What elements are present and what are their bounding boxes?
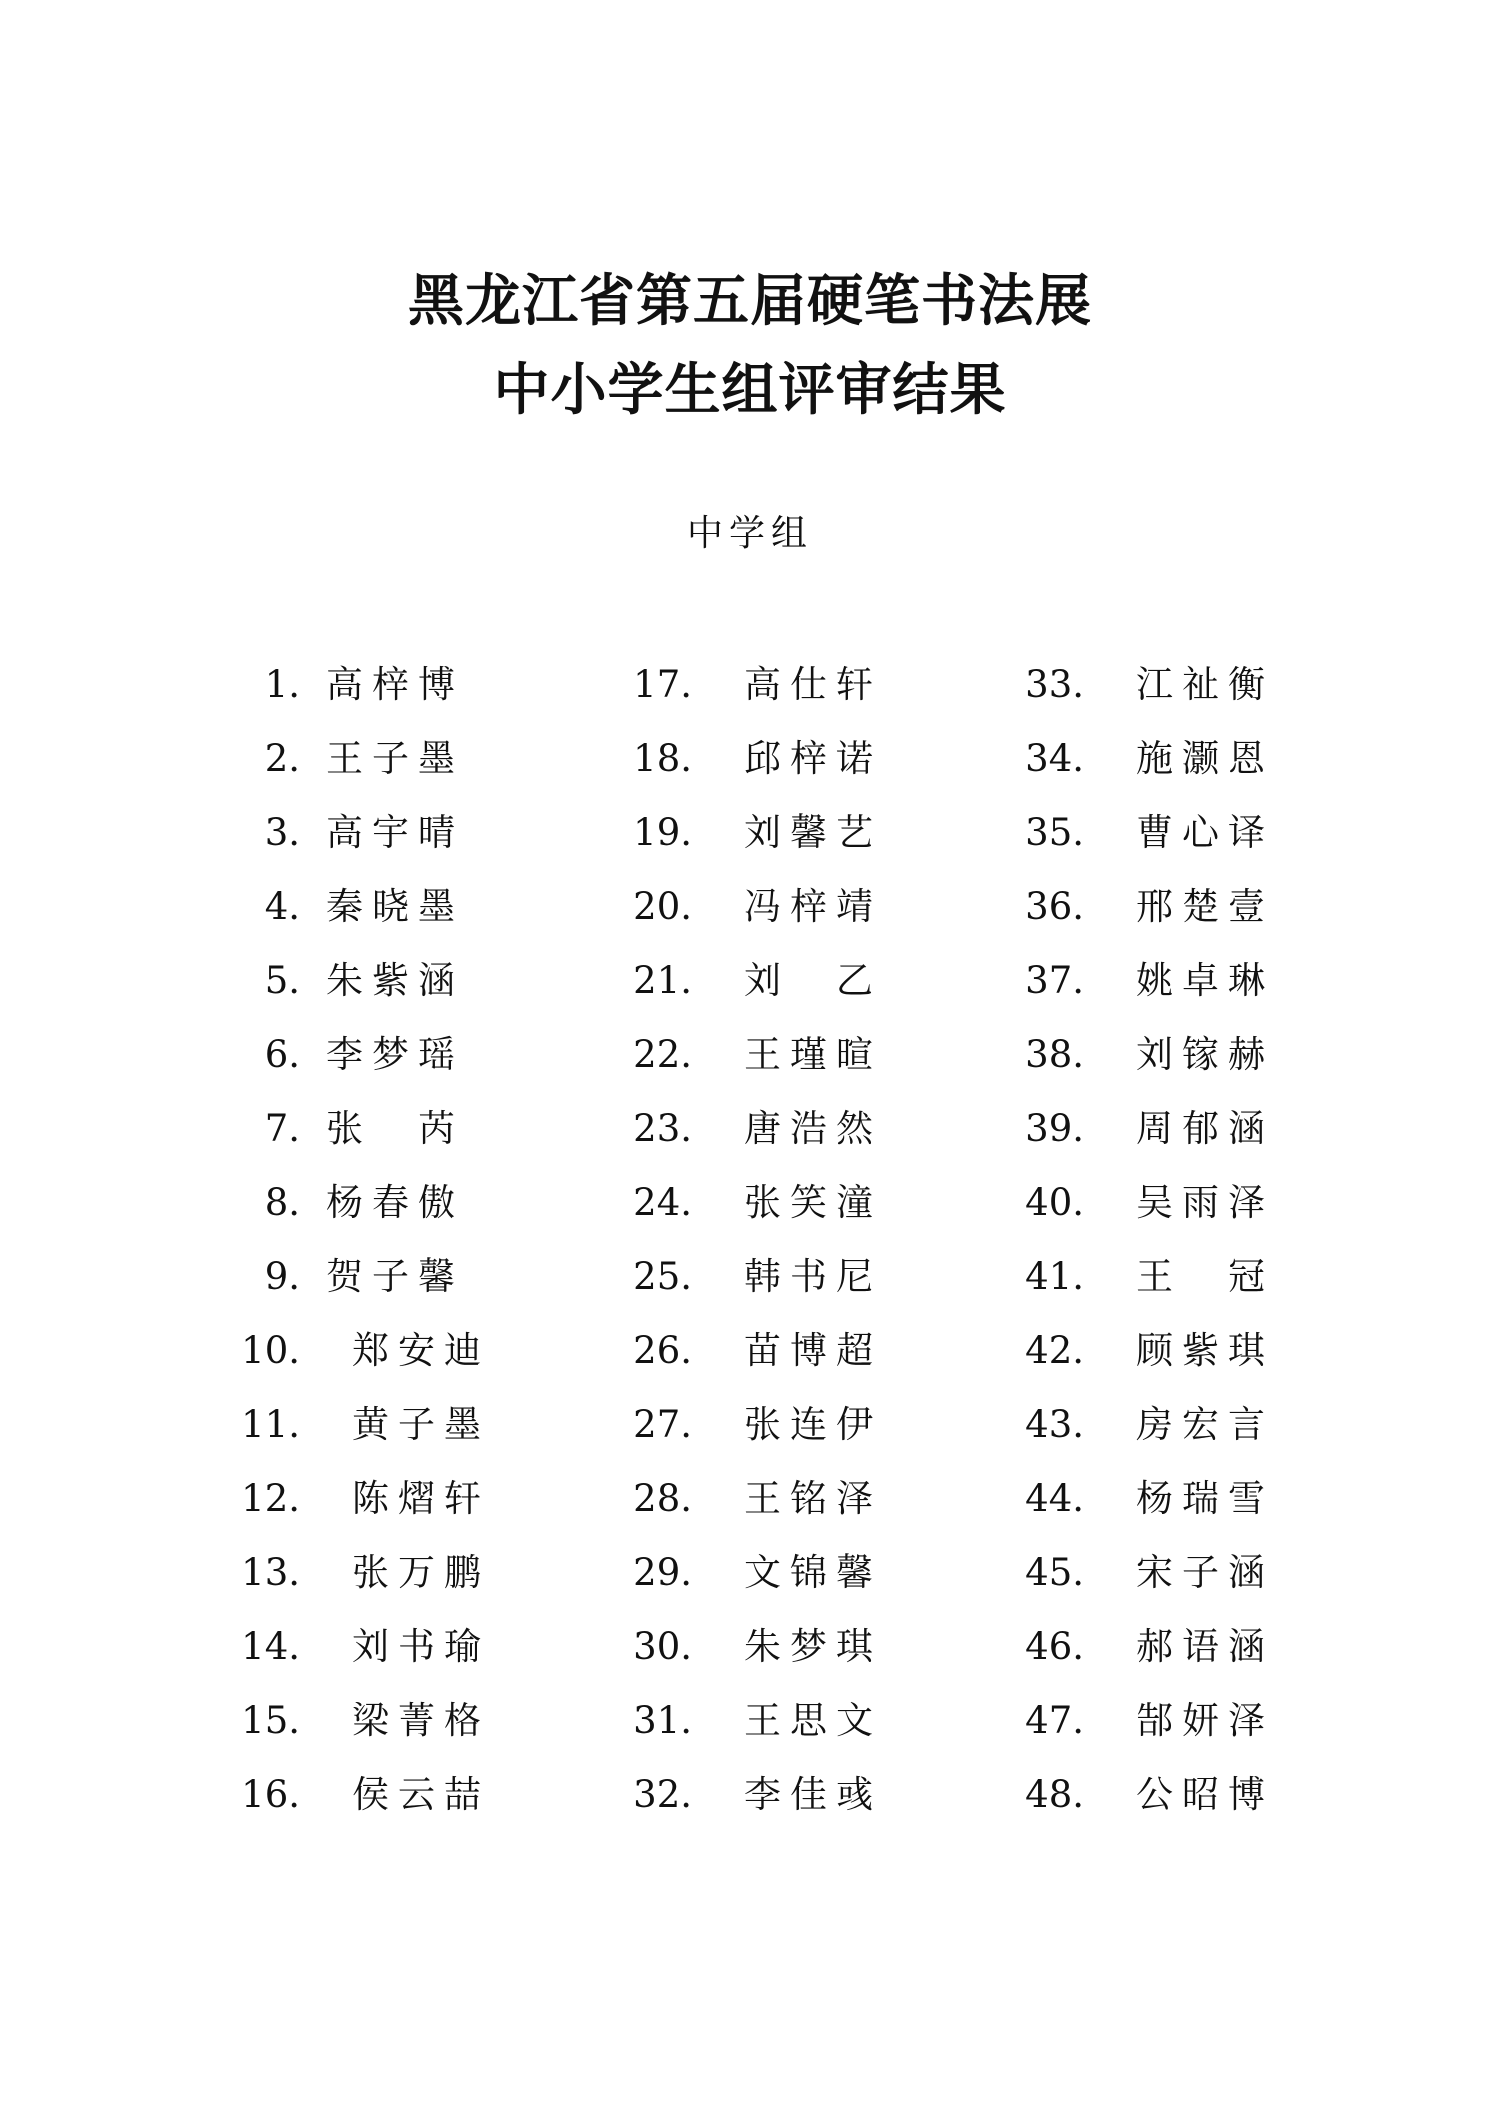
entry-name: 张连伊 [744, 1403, 882, 1446]
entry-number: 7. [264, 1107, 300, 1150]
entry-name: 侯云喆 [352, 1773, 490, 1816]
entry-number: 44. [1025, 1477, 1084, 1520]
entry-name: 李佳彧 [744, 1773, 882, 1816]
entry-name: 江祉衡 [1136, 663, 1274, 706]
entry-name: 朱梦琪 [744, 1625, 882, 1668]
entry-number: 2. [264, 737, 300, 780]
list-item [0, 1400, 1500, 1450]
entry-number: 33. [1025, 663, 1084, 706]
entry-number: 16. [241, 1773, 300, 1816]
entry-name: 黄子墨 [352, 1403, 490, 1446]
entry-number: 48. [1025, 1773, 1084, 1816]
entry-number: 9. [264, 1255, 300, 1298]
entry-number: 4. [264, 885, 300, 928]
entry-name: 房宏言 [1136, 1403, 1274, 1446]
entry-name: 苗博超 [744, 1329, 882, 1372]
entry-name: 王瑾暄 [744, 1033, 882, 1076]
entry-name: 邢楚壹 [1136, 885, 1274, 928]
entry-number: 17. [633, 663, 692, 706]
entry-number: 40. [1025, 1181, 1084, 1224]
list-item [0, 1252, 1500, 1302]
list-item [0, 1770, 1500, 1820]
entry-number: 15. [241, 1699, 300, 1742]
entry-number: 12. [241, 1477, 300, 1520]
entry-number: 37. [1025, 959, 1084, 1002]
entry-name: 刘 乙 [744, 959, 882, 1002]
entry-number: 32. [633, 1773, 692, 1816]
entry-name: 贺子馨 [326, 1255, 464, 1298]
entry-name: 陈熠轩 [352, 1477, 490, 1520]
entry-name: 姚卓琳 [1136, 959, 1274, 1002]
entry-name: 韩书尼 [744, 1255, 882, 1298]
entry-name: 曹心译 [1136, 811, 1274, 854]
entry-number: 47. [1025, 1699, 1084, 1742]
entry-name: 公昭博 [1136, 1773, 1274, 1816]
document-title-line-2: 中小学生组评审结果 [493, 358, 1007, 423]
entry-number: 31. [633, 1699, 692, 1742]
list-item [0, 1178, 1500, 1228]
entry-number: 42. [1025, 1329, 1084, 1372]
entry-name: 邱梓诺 [744, 737, 882, 780]
entry-name: 郑安迪 [352, 1329, 490, 1372]
entry-number: 34. [1025, 737, 1084, 780]
list-item [0, 1104, 1500, 1154]
list-item [0, 1622, 1500, 1672]
entry-number: 5. [264, 959, 300, 1002]
entry-name: 张笑潼 [744, 1181, 882, 1224]
entry-number: 24. [633, 1181, 692, 1224]
entry-number: 35. [1025, 811, 1084, 854]
list-item [0, 660, 1500, 710]
entry-number: 23. [633, 1107, 692, 1150]
list-item [0, 882, 1500, 932]
entry-number: 45. [1025, 1551, 1084, 1594]
entry-name: 刘书瑜 [352, 1625, 490, 1668]
list-item [0, 1548, 1500, 1598]
list-item [0, 1696, 1500, 1746]
entry-name: 王思文 [744, 1699, 882, 1742]
entry-name: 文锦馨 [744, 1551, 882, 1594]
list-item [0, 734, 1500, 784]
entry-name: 高梓博 [326, 663, 464, 706]
entry-number: 27. [633, 1403, 692, 1446]
entry-number: 30. [633, 1625, 692, 1668]
entry-name: 杨瑞雪 [1136, 1477, 1274, 1520]
entry-name: 王子墨 [326, 737, 464, 780]
entry-number: 1. [264, 663, 300, 706]
entry-number: 38. [1025, 1033, 1084, 1076]
entry-number: 10. [241, 1329, 300, 1372]
entry-name: 宋子涵 [1136, 1551, 1274, 1594]
entry-number: 21. [633, 959, 692, 1002]
entry-number: 3. [264, 811, 300, 854]
entry-number: 39. [1025, 1107, 1084, 1150]
entry-name: 朱紫涵 [326, 959, 464, 1002]
entry-number: 13. [241, 1551, 300, 1594]
entry-number: 11. [241, 1403, 300, 1446]
list-item [0, 1474, 1500, 1524]
entry-name: 冯梓靖 [744, 885, 882, 928]
entry-name: 张万鹏 [352, 1551, 490, 1594]
entry-number: 29. [633, 1551, 692, 1594]
entry-name: 高宇晴 [326, 811, 464, 854]
entry-name: 王铭泽 [744, 1477, 882, 1520]
entry-number: 8. [264, 1181, 300, 1224]
list-item [0, 956, 1500, 1006]
entry-name: 唐浩然 [744, 1107, 882, 1150]
list-item [0, 1326, 1500, 1376]
entry-name: 高仕轩 [744, 663, 882, 706]
group-label: 中学组 [686, 513, 813, 554]
entry-name: 施灏恩 [1136, 737, 1274, 780]
entry-number: 22. [633, 1033, 692, 1076]
entry-number: 20. [633, 885, 692, 928]
entry-name: 吴雨泽 [1136, 1181, 1274, 1224]
entry-name: 郜妍泽 [1136, 1699, 1274, 1742]
entry-number: 28. [633, 1477, 692, 1520]
list-item [0, 1030, 1500, 1080]
entry-name: 王 冠 [1136, 1255, 1274, 1298]
entry-number: 43. [1025, 1403, 1084, 1446]
entry-name: 杨春傲 [326, 1181, 464, 1224]
entry-name: 张 芮 [326, 1107, 464, 1150]
entry-number: 41. [1025, 1255, 1084, 1298]
entry-number: 25. [633, 1255, 692, 1298]
list-item [0, 808, 1500, 858]
entry-number: 6. [264, 1033, 300, 1076]
entry-name: 李梦瑶 [326, 1033, 464, 1076]
entry-number: 18. [633, 737, 692, 780]
entry-number: 26. [633, 1329, 692, 1372]
entry-number: 19. [633, 811, 692, 854]
entry-number: 36. [1025, 885, 1084, 928]
entry-name: 梁菁格 [352, 1699, 490, 1742]
entry-number: 46. [1025, 1625, 1084, 1668]
entry-name: 刘馨艺 [744, 811, 882, 854]
entry-number: 14. [241, 1625, 300, 1668]
entry-name: 秦晓墨 [326, 885, 464, 928]
entry-name: 郝语涵 [1136, 1625, 1274, 1668]
entry-name: 顾紫琪 [1136, 1329, 1274, 1372]
entry-name: 周郁涵 [1136, 1107, 1274, 1150]
document-title-line-1: 黑龙江省第五届硬笔书法展 [408, 269, 1092, 334]
entry-name: 刘镓赫 [1136, 1033, 1274, 1076]
